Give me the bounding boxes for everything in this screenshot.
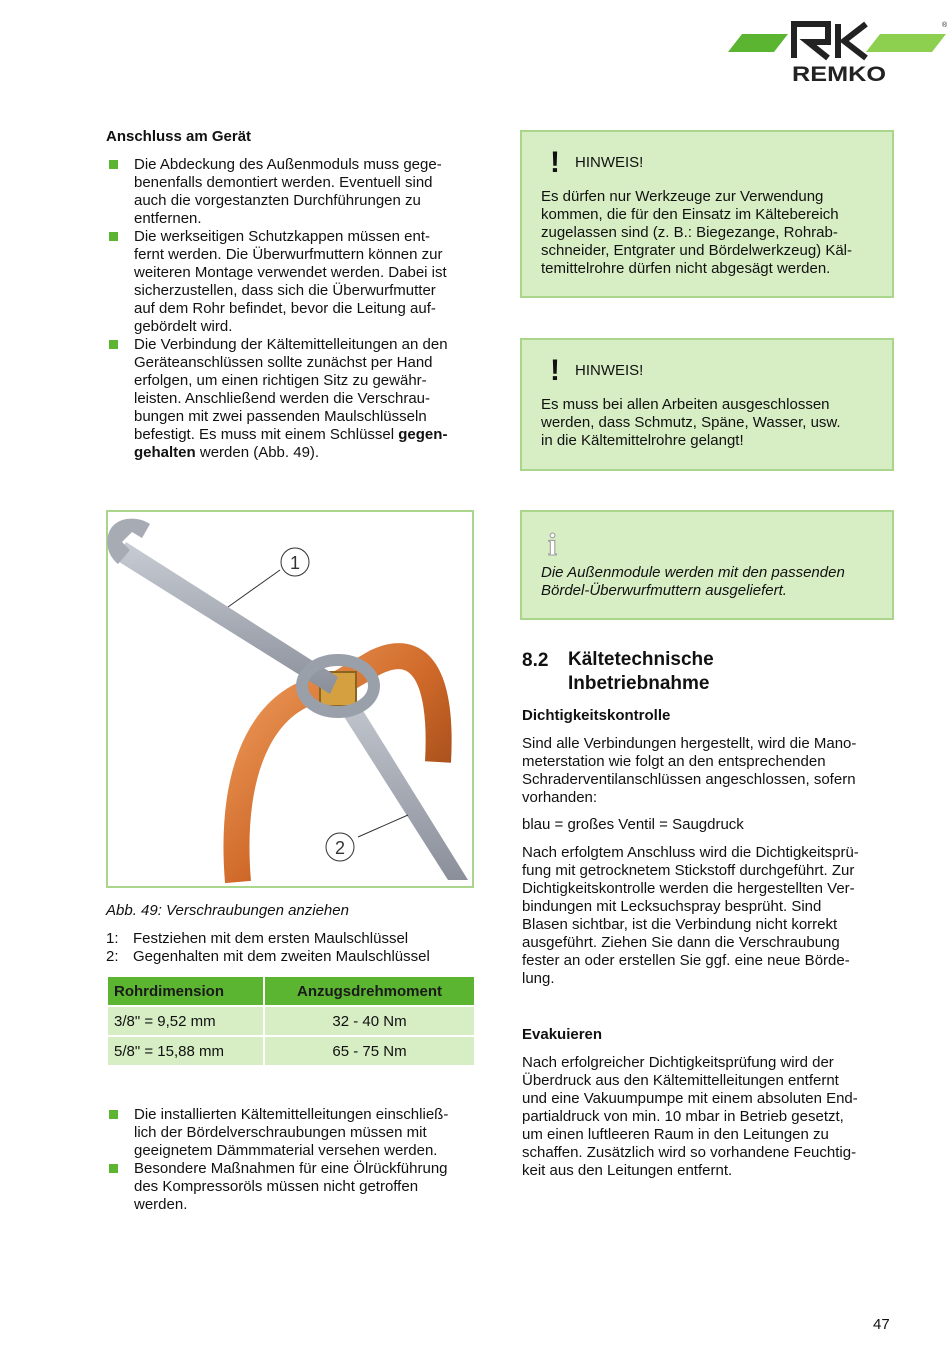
remko-logo [728, 18, 946, 88]
note-text: Es muss bei allen Arbeiten ausgeschlossen werden, dass Schmutz, Späne, Wasser, usw. in die Kältemittelrohre gelangt! [541, 396, 841, 449]
table-cell: 32 - 40 Nm [265, 1007, 474, 1035]
bullet-list-1 [106, 156, 486, 462]
note-text: Es dürfen nur Werkzeuge zur Verwendung kommen, die für den Einsatz im Kältebereich zugelassen sind (z. B.: Biegezange, Rohrab- schneider, Entgrater und Bördelwerkzeug) Käl- temittelrohre dürfen nicht abgesägt werden. [541, 188, 853, 277]
warning-icon: ! [550, 146, 560, 179]
note-title: HINWEIS! [575, 154, 644, 171]
note-title: HINWEIS! [575, 362, 644, 379]
subheading-evakuieren: Evakuieren [522, 1026, 603, 1043]
figure-caption: Abb. 49: Verschraubungen anziehen [106, 902, 349, 919]
paragraph: Nach erfolgtem Anschluss wird die Dichtigkeitsprü- fung mit getrocknetem Stickstoff durchgeführt. Zur Dichtigkeitskontrolle werden die hergestellten Ver- bindungen mit Lecksuchspray besprüht. Sind Blasen sichtbar, ist die Verbindung nicht korrekt ausgeführt. Ziehen Sie dann die Verschraubung fester an oder erstellen Sie ggf. eine neue Börde- lung. [522, 844, 859, 987]
info-icon: i [548, 526, 557, 562]
section-number: 8.2 [522, 650, 549, 671]
torque-table [106, 975, 476, 1067]
list-item: Die Verbindung der Kältemittelleitungen an den Geräteanschlüssen sollte zunächst per Hand erfolgen, um einen richtigen Sitz zu gewähr- leisten. Anschließend werden die Verschrau- bungen mit zwei passenden Maulschlüsseln befestigt. Es muss mit einem Schlüssel gegen- gehalten werden (Abb. 49). [106, 336, 486, 462]
list-item: Die werkseitigen Schutzkappen müssen ent- fernt werden. Die Überwurfmuttern können zur weiteren Montage verwendet werden. Dabei ist sicherzustellen, dass sich die Überwurfmutter auf dem Rohr befindet, bevor die Leitung auf- gebördelt wird. [106, 228, 486, 336]
table-cell: 3/8" = 9,52 mm [108, 1007, 263, 1035]
logo-text: REMKO [792, 63, 886, 86]
info-text: Die Außenmodule werden mit den passenden Bördel-Überwurfmuttern ausgeliefert. [541, 564, 845, 599]
note-box-tools [520, 130, 894, 298]
list-item: Die installierten Kältemittelleitungen einschließ- lich der Bördelverschraubungen müssen mit geeignetem Dämmmaterial versehen werden. [106, 1106, 486, 1160]
table-header: Anzugsdrehmoment [265, 977, 474, 1005]
callout-1: 1 [289, 553, 301, 573]
info-box [520, 510, 894, 620]
legend [106, 930, 430, 966]
paragraph: Sind alle Verbindungen hergestellt, wird die Mano- meterstation wie folgt an den entsprechenden Schraderventilanschlüssen angeschlossen, sofern vorhanden: [522, 735, 857, 806]
section-heading-anschluss: Anschluss am Gerät [106, 128, 252, 145]
legend-item: 2: Gegenhalten mit dem zweiten Maulschlüssel [106, 948, 430, 965]
svg-text:®: ® [942, 22, 948, 29]
figure-wrench-illustration [106, 510, 474, 888]
table-header: Rohrdimension [108, 977, 263, 1005]
table-cell: 65 - 75 Nm [265, 1037, 474, 1065]
table-row [108, 1007, 474, 1035]
note-box-dirt [520, 338, 894, 471]
table-cell: 5/8" = 15,88 mm [108, 1037, 263, 1065]
list-item: Besondere Maßnahmen für eine Ölrückführung des Kompressoröls müssen nicht getroffen werden. [106, 1160, 486, 1214]
paragraph: Nach erfolgreicher Dichtigkeitsprüfung wird der Überdruck aus den Kältemittelleitungen entfernt und eine Vakuumpumpe mit einem absoluten End- partialdruck von min. 10 mbar in Betrieb gesetzt, um einen luftleeren Raum in den Leitungen zu schaffen. Zusätzlich wird so vorhandene Feuchtig- keit aus den Leitungen entfernt. [522, 1054, 858, 1179]
page-number: 47 [873, 1316, 890, 1333]
callout-2: 2 [334, 838, 346, 858]
legend-item: 1: Festziehen mit dem ersten Maulschlüssel [106, 930, 409, 947]
section-title: Kältetechnische Inbetriebnahme [568, 649, 714, 694]
table-row [108, 1037, 474, 1065]
paragraph: blau = großes Ventil = Saugdruck [522, 816, 744, 833]
list-item: Die Abdeckung des Außenmoduls muss gege- benenfalls demontiert werden. Eventuell sind auch die vorgestanzten Durchführungen zu entfernen. [106, 156, 486, 228]
warning-icon: ! [550, 354, 560, 387]
bullet-list-2 [106, 1106, 486, 1214]
subheading-dichtigkeit: Dichtigkeitskontrolle [522, 707, 671, 724]
